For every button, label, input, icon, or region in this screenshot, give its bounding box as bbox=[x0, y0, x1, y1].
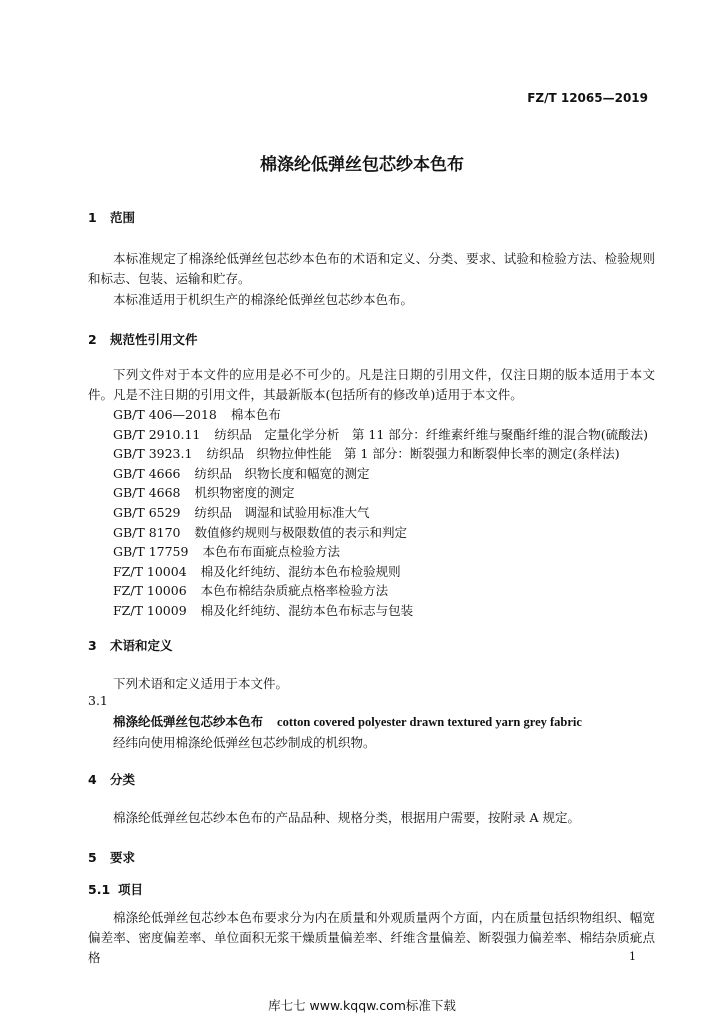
section-2-paragraph: 下列文件对于本文件的应用是必不可少的。凡是注日期的引用文件，仅注日期的版本适用于本文件。凡是不注日期的引用文件，其最新版本(包括所有的修改单)适用于本文件。 bbox=[88, 367, 655, 402]
section-number: 3 bbox=[88, 638, 97, 653]
reference-code: FZ/T 10006 bbox=[113, 583, 187, 599]
section-number: 2 bbox=[88, 332, 97, 347]
reference-code: GB/T 17759 bbox=[113, 544, 189, 560]
section-3-heading bbox=[88, 636, 173, 654]
standard-code: FZ/T 12065—2019 bbox=[527, 91, 648, 105]
reference-title: 棉及化纤纯纺、混纺本色布检验规则 bbox=[200, 563, 401, 579]
reference-title: 纺织品 定量化学分析 第 11 部分：纤维素纤维与聚酯纤维的混合物(硫酸法) bbox=[214, 426, 648, 442]
reference-code: GB/T 2910.11 bbox=[113, 426, 201, 442]
reference-title: 本色布布面疵点检验方法 bbox=[202, 544, 340, 560]
reference-code: GB/T 3923.1 bbox=[113, 446, 193, 462]
section-3-paragraph: 下列术语和定义适用于本文件。 bbox=[113, 676, 289, 691]
subsection-title: 项目 bbox=[118, 882, 144, 897]
reference-item bbox=[113, 425, 648, 443]
section-4-heading bbox=[88, 770, 135, 788]
footer-watermark: 库七七 www.kqqw.com标准下载 bbox=[268, 998, 456, 1013]
reference-item bbox=[113, 444, 620, 462]
reference-code: GB/T 8170 bbox=[113, 524, 181, 540]
section-1-applicability: 本标准适用于机织生产的棉涤纶低弹丝包芯纱本色布。 bbox=[113, 292, 414, 307]
section-4-paragraph: 棉涤纶低弹丝包芯纱本色布的产品品种、规格分类，根据用户需要，按附录 A 规定。 bbox=[113, 810, 580, 825]
reference-item bbox=[113, 503, 370, 521]
reference-item bbox=[113, 542, 340, 560]
reference-title: 数值修约规则与极限数值的表示和判定 bbox=[194, 524, 408, 540]
reference-title: 纺织品 织物长度和幅宽的测定 bbox=[194, 465, 370, 481]
reference-title: 纺织品 织物拉伸性能 第 1 部分：断裂强力和断裂伸长率的测定(条样法) bbox=[206, 446, 620, 462]
section-number: 4 bbox=[88, 772, 97, 787]
reference-item bbox=[113, 601, 413, 619]
reference-item bbox=[113, 581, 388, 599]
term-chinese: 棉涤纶低弹丝包芯纱本色布 bbox=[113, 714, 264, 729]
reference-title: 纺织品 调湿和试验用标准大气 bbox=[194, 505, 370, 520]
reference-code: FZ/T 10004 bbox=[113, 563, 187, 579]
term-number: 3.1 bbox=[88, 693, 108, 708]
term-english: cotton covered polyester drawn textured yarn grey fabric bbox=[277, 715, 582, 729]
section-title: 术语和定义 bbox=[110, 638, 173, 653]
section-title: 要求 bbox=[110, 850, 136, 865]
reference-code: GB/T 6529 bbox=[113, 505, 181, 520]
reference-title: 本色布棉结杂质疵点格率检验方法 bbox=[200, 583, 389, 599]
section-title: 规范性引用文件 bbox=[110, 332, 198, 347]
section-5-heading bbox=[88, 848, 135, 866]
term-definition: 经纬向使用棉涤纶低弹丝包芯纱制成的机织物。 bbox=[113, 735, 376, 750]
section-1-heading bbox=[88, 208, 135, 226]
reference-title: 棉及化纤纯纺、混纺本色布标志与包装 bbox=[200, 603, 414, 618]
reference-code: FZ/T 10009 bbox=[113, 603, 187, 618]
page-number: 1 bbox=[629, 950, 636, 963]
section-1-paragraph: 本标准规定了棉涤纶低弹丝包芯纱本色布的术语和定义、分类、要求、试验和检验方法、检验规则和标志、包装、运输和贮存。 bbox=[88, 251, 655, 286]
reference-item bbox=[113, 464, 370, 482]
reference-title: 机织物密度的测定 bbox=[194, 485, 295, 501]
reference-code: GB/T 406—2018 bbox=[113, 407, 217, 422]
section-title: 范围 bbox=[110, 210, 136, 225]
term-entry bbox=[113, 712, 582, 730]
section-5-paragraph: 棉涤纶低弹丝包芯纱本色布要求分为内在质量和外观质量两个方面，内在质量包括织物组织、幅宽偏差率、密度偏差率、单位面积无浆干燥质量偏差率、纤维含量偏差、断裂强力偏差率、棉结杂质疵点格 bbox=[88, 910, 655, 965]
subsection-number: 5.1 bbox=[88, 882, 111, 897]
subsection-5-1-heading bbox=[88, 880, 143, 898]
section-number: 1 bbox=[88, 210, 97, 225]
reference-item bbox=[113, 523, 407, 541]
reference-item bbox=[113, 483, 295, 501]
section-title: 分类 bbox=[110, 772, 136, 787]
reference-item bbox=[113, 405, 281, 423]
reference-code: GB/T 4668 bbox=[113, 485, 181, 501]
section-number: 5 bbox=[88, 850, 97, 865]
reference-code: GB/T 4666 bbox=[113, 465, 181, 481]
document-title: 棉涤纶低弹丝包芯纱本色布 bbox=[260, 155, 464, 175]
reference-title: 棉本色布 bbox=[230, 407, 281, 422]
reference-item bbox=[113, 562, 401, 580]
section-2-heading bbox=[88, 330, 198, 348]
